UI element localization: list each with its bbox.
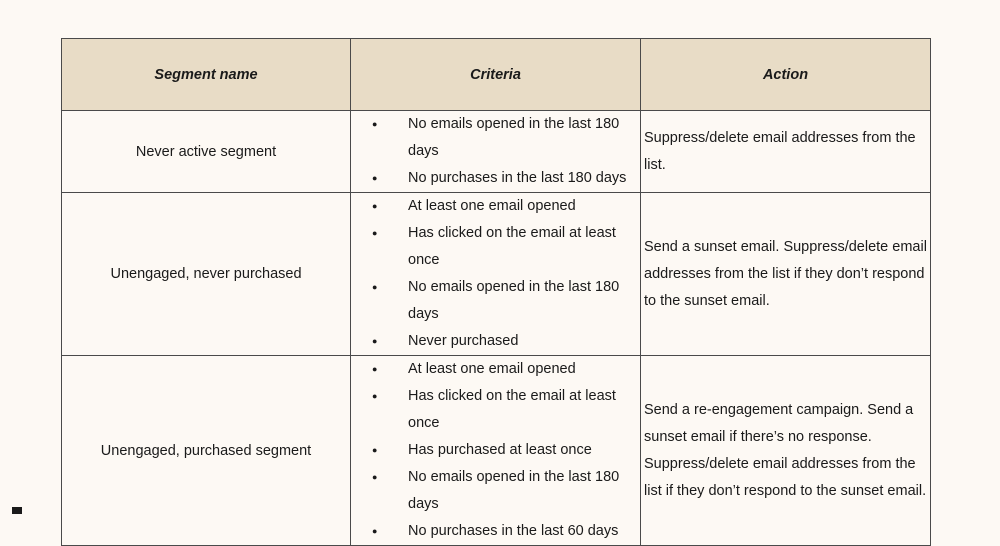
segment-name-cell: Unengaged, purchased segment (62, 356, 351, 546)
criteria-item: ● No purchases in the last 180 days (351, 165, 640, 192)
action-cell: Send a sunset email. Suppress/delete email addresses from the list if they don’t respond to the sunset email. (641, 193, 931, 356)
criteria-cell (351, 356, 641, 546)
header-segment-name: Segment name (62, 39, 351, 111)
flag-icon (12, 507, 22, 514)
header-action: Action (641, 39, 931, 111)
segments-table (61, 38, 931, 546)
criteria-item: ● No emails opened in the last 180 days (351, 464, 640, 518)
action-cell: Suppress/delete email addresses from the list. (641, 111, 931, 193)
criteria-item: ● No purchases in the last 60 days (351, 518, 640, 545)
criteria-item: ● Has clicked on the email at least once (351, 220, 640, 274)
segment-name-cell: Never active segment (62, 111, 351, 193)
criteria-cell (351, 193, 641, 356)
criteria-item: ● Never purchased (351, 328, 640, 355)
action-cell: Send a re-engagement campaign. Send a sunset email if there’s no response. Suppress/delete email addresses from the list if they don’t respond to the sunset email. (641, 356, 931, 546)
header-criteria: Criteria (351, 39, 641, 111)
table-row (62, 193, 931, 356)
table-header-row (62, 39, 931, 111)
criteria-item: ● At least one email opened (351, 193, 640, 220)
table-row (62, 111, 931, 193)
criteria-item: ● Has purchased at least once (351, 437, 640, 464)
table-row (62, 356, 931, 546)
criteria-cell (351, 111, 641, 193)
criteria-item: ● No emails opened in the last 180 days (351, 274, 640, 328)
criteria-item: ● No emails opened in the last 180 days (351, 111, 640, 165)
criteria-item: ● Has clicked on the email at least once (351, 383, 640, 437)
criteria-item: ● At least one email opened (351, 356, 640, 383)
segment-name-cell: Unengaged, never purchased (62, 193, 351, 356)
